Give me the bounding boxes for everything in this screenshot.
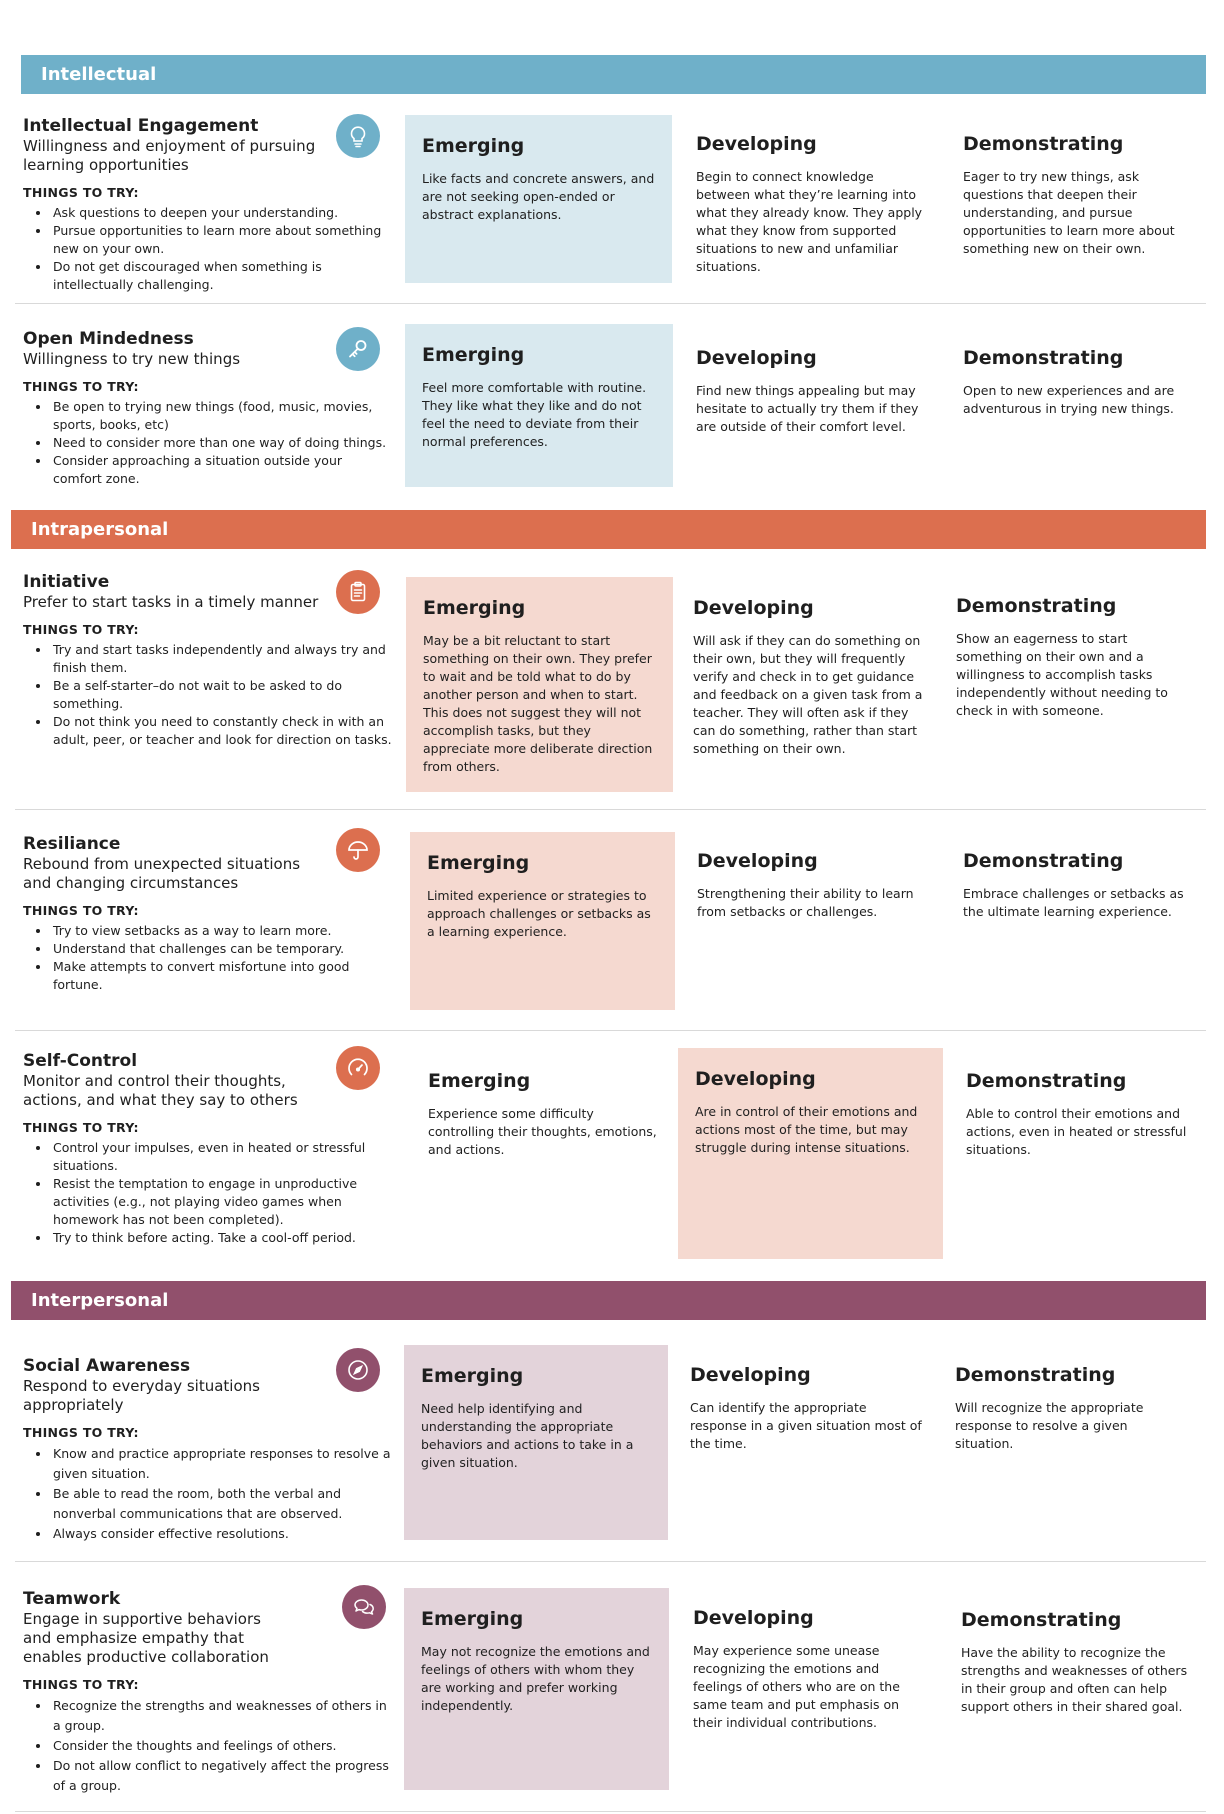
tip-item: • Do not get discouraged when something is intellectually challenging. [51, 258, 393, 294]
level-title: Developing [693, 597, 814, 619]
tips-list [23, 398, 393, 488]
level-description: Feel more comfortable with routine. They like what they like and do not feel the need to deviate from their normal preferences. [422, 380, 647, 449]
things-to-try-heading: THINGS TO TRY: [23, 1120, 139, 1135]
level-title: Emerging [421, 1608, 524, 1630]
skill-self-control [23, 1051, 393, 1247]
tips-list [23, 1139, 393, 1247]
skill-title: Self-Control [23, 1051, 138, 1071]
section-header-intellectual [21, 55, 1206, 94]
skill-title: Teamwork [23, 1589, 121, 1609]
level-title: Developing [695, 1068, 816, 1090]
level-title: Emerging [422, 135, 525, 157]
level-description: Limited experience or strategies to approach challenges or setbacks as a learning experience. [427, 888, 651, 939]
level-title: Demonstrating [956, 595, 1117, 617]
level-demonstrating [946, 113, 1206, 268]
tips-list [23, 1696, 393, 1796]
level-description: Experience some difficulty controlling their thoughts, emotions, and actions. [428, 1106, 657, 1157]
skill-description: Willingness to try new things [23, 350, 241, 368]
level-demonstrating [946, 327, 1206, 428]
compass-icon [336, 1348, 380, 1392]
skill-description: Engage in supportive behaviors and emphasize empathy that enables productive collaboration [23, 1610, 269, 1666]
level-developing [678, 1048, 943, 1259]
row-divider [15, 1811, 1206, 1812]
level-demonstrating [944, 1589, 1206, 1726]
level-description: Open to new experiences and are adventurous in trying new things. [963, 383, 1175, 416]
level-demonstrating [939, 575, 1205, 730]
level-emerging [404, 1588, 669, 1790]
level-description: Are in control of their emotions and actions most of the time, but may struggle during intense situations. [695, 1104, 918, 1155]
chat-bubbles-icon [342, 1585, 386, 1629]
tip-item: • Try to view setbacks as a way to learn more. [51, 922, 393, 940]
level-description: Begin to connect knowledge between what they’re learning into what they already know. They apply what they know from supported situations to new and unfamiliar situations. [696, 169, 923, 274]
tip-item: • Need to consider more than one way of doing things. [51, 434, 393, 452]
tip-item: • Do not allow conflict to negatively affect the progress of a group. [51, 1756, 393, 1796]
level-description: May be a bit reluctant to start something on their own. They prefer to wait and be told what to do by another person and when to start. This does not suggest they will not accomplish tasks, but they appreciate more deliberate direction from others. [423, 633, 653, 774]
level-emerging [405, 324, 673, 487]
things-to-try-heading: THINGS TO TRY: [23, 1677, 139, 1692]
level-description: Show an eagerness to start something on their own and a willingness to accomplish tasks independently without needing to check in with someone. [956, 631, 1168, 718]
level-developing [676, 577, 948, 768]
level-title: Demonstrating [963, 133, 1124, 155]
level-developing [673, 1344, 941, 1463]
row-divider [15, 1561, 1206, 1562]
tips-list [23, 1444, 393, 1544]
things-to-try-heading: THINGS TO TRY: [23, 379, 139, 394]
row-divider [15, 809, 1206, 810]
level-demonstrating [949, 1050, 1206, 1169]
level-title: Demonstrating [963, 850, 1124, 872]
level-description: Strengthening their ability to learn from setbacks or challenges. [697, 886, 914, 919]
level-title: Developing [696, 347, 817, 369]
skill-title: Intellectual Engagement [23, 116, 259, 136]
tip-item: • Make attempts to convert misfortune into good fortune. [51, 958, 393, 994]
skill-title: Social Awareness [23, 1356, 191, 1376]
level-title: Demonstrating [961, 1609, 1122, 1631]
things-to-try-heading: THINGS TO TRY: [23, 903, 139, 918]
level-title: Emerging [427, 852, 530, 874]
key-icon [336, 327, 380, 371]
tip-item: • Resist the temptation to engage in unproductive activities (e.g., not playing video games when homework has not been completed). [51, 1175, 393, 1229]
level-description: Like facts and concrete answers, and are not seeking open-ended or abstract explanations. [422, 171, 655, 222]
things-to-try-heading: THINGS TO TRY: [23, 622, 139, 637]
tip-item: • Be a self-starter–do not wait to be asked to do something. [51, 677, 393, 713]
level-emerging [404, 1345, 668, 1540]
tip-item: • Ask questions to deepen your understanding. [51, 204, 393, 222]
row-divider [15, 1030, 1206, 1031]
level-description: Eager to try new things, ask questions that deepen their understanding, and pursue opportunities to learn more about something new on their own. [963, 169, 1175, 256]
tip-item: • Consider the thoughts and feelings of others. [51, 1736, 393, 1756]
level-emerging [411, 1050, 675, 1169]
level-emerging [410, 832, 675, 1010]
tip-item: • Always consider effective resolutions. [51, 1524, 393, 1544]
tip-item: • Recognize the strengths and weaknesses of others in a group. [51, 1696, 393, 1736]
skill-description: Respond to everyday situations appropriately [23, 1377, 260, 1414]
row-divider [15, 303, 1206, 304]
section-title: Interpersonal [31, 1290, 169, 1311]
things-to-try-heading: THINGS TO TRY: [23, 1425, 139, 1440]
tip-item: • Be open to trying new things (food, music, movies, sports, books, etc) [51, 398, 393, 434]
skill-title: Open Mindedness [23, 329, 194, 349]
level-title: Demonstrating [966, 1070, 1127, 1092]
umbrella-icon [336, 828, 380, 872]
level-title: Demonstrating [955, 1364, 1116, 1386]
level-description: May not recognize the emotions and feelings of others with whom they are working and prefer working independently. [421, 1644, 650, 1713]
skill-teamwork [23, 1589, 393, 1796]
skill-description: Willingness and enjoyment of pursuing learning opportunities [23, 137, 316, 174]
tip-item: • Control your impulses, even in heated or stressful situations. [51, 1139, 393, 1175]
things-to-try-heading: THINGS TO TRY: [23, 185, 139, 200]
level-description: Able to control their emotions and actions, even in heated or stressful situations. [966, 1106, 1187, 1157]
level-title: Emerging [422, 344, 525, 366]
level-title: Demonstrating [963, 347, 1124, 369]
level-emerging [406, 577, 673, 792]
tip-item: • Pursue opportunities to learn more about something new on your own. [51, 222, 393, 258]
tip-item: • Try to think before acting. Take a cool-off period. [51, 1229, 393, 1247]
level-title: Emerging [423, 597, 526, 619]
section-title: Intellectual [41, 64, 157, 85]
level-developing [676, 1587, 944, 1742]
tips-list [23, 204, 393, 294]
level-demonstrating [938, 1344, 1200, 1463]
tip-item: • Know and practice appropriate responses to resolve a given situation. [51, 1444, 393, 1484]
tip-item: • Be able to read the room, both the verbal and nonverbal communications that are observed. [51, 1484, 393, 1524]
level-description: Can identify the appropriate response in a given situation most of the time. [690, 1400, 922, 1451]
level-demonstrating [946, 830, 1206, 931]
tips-list [23, 641, 393, 749]
level-title: Emerging [421, 1365, 524, 1387]
level-emerging [405, 115, 672, 283]
level-description: Need help identifying and understanding the appropriate behaviors and actions to take in a given situation. [421, 1401, 634, 1470]
level-title: Developing [693, 1607, 814, 1629]
level-developing [680, 830, 942, 931]
skill-title: Resiliance [23, 834, 121, 854]
tip-item: • Consider approaching a situation outside your comfort zone. [51, 452, 393, 488]
section-header-intrapersonal [11, 510, 1206, 549]
skill-description: Prefer to start tasks in a timely manner [23, 593, 319, 611]
level-developing [679, 327, 946, 446]
section-title: Intrapersonal [31, 519, 169, 540]
level-title: Developing [696, 133, 817, 155]
skill-social-awareness [23, 1356, 393, 1544]
level-title: Emerging [428, 1070, 531, 1092]
level-description: Will ask if they can do something on their own, but they will frequently verify and check in to get guidance and feedback on a given task from a teacher. They will often ask if they can do something, rather than start something on their own. [693, 633, 923, 756]
level-description: Will recognize the appropriate response to resolve a given situation. [955, 1400, 1144, 1451]
tips-list [23, 922, 393, 994]
level-developing [679, 113, 946, 286]
level-description: May experience some unease recognizing the emotions and feelings of others who are on the same team and put emphasis on their individual contributions. [693, 1643, 900, 1730]
section-header-interpersonal [11, 1281, 1206, 1320]
lightbulb-icon [336, 114, 380, 158]
skill-title: Initiative [23, 572, 110, 592]
skill-description: Monitor and control their thoughts, actions, and what they say to others [23, 1072, 298, 1109]
level-title: Developing [690, 1364, 811, 1386]
level-description: Have the ability to recognize the strengths and weaknesses of others in their group and often can help support others in their shared goal. [961, 1645, 1188, 1714]
level-title: Developing [697, 850, 818, 872]
tip-item: • Try and start tasks independently and always try and finish them. [51, 641, 393, 677]
gauge-icon [336, 1046, 380, 1090]
skill-description: Rebound from unexpected situations and changing circumstances [23, 855, 301, 892]
tip-item: • Do not think you need to constantly check in with an adult, peer, or teacher and look for direction on tasks. [51, 713, 393, 749]
level-description: Embrace challenges or setbacks as the ultimate learning experience. [963, 886, 1184, 919]
clipboard-icon [336, 570, 380, 614]
level-description: Find new things appealing but may hesitate to actually try them if they are outside of their comfort level. [696, 383, 919, 434]
tip-item: • Understand that challenges can be temporary. [51, 940, 393, 958]
